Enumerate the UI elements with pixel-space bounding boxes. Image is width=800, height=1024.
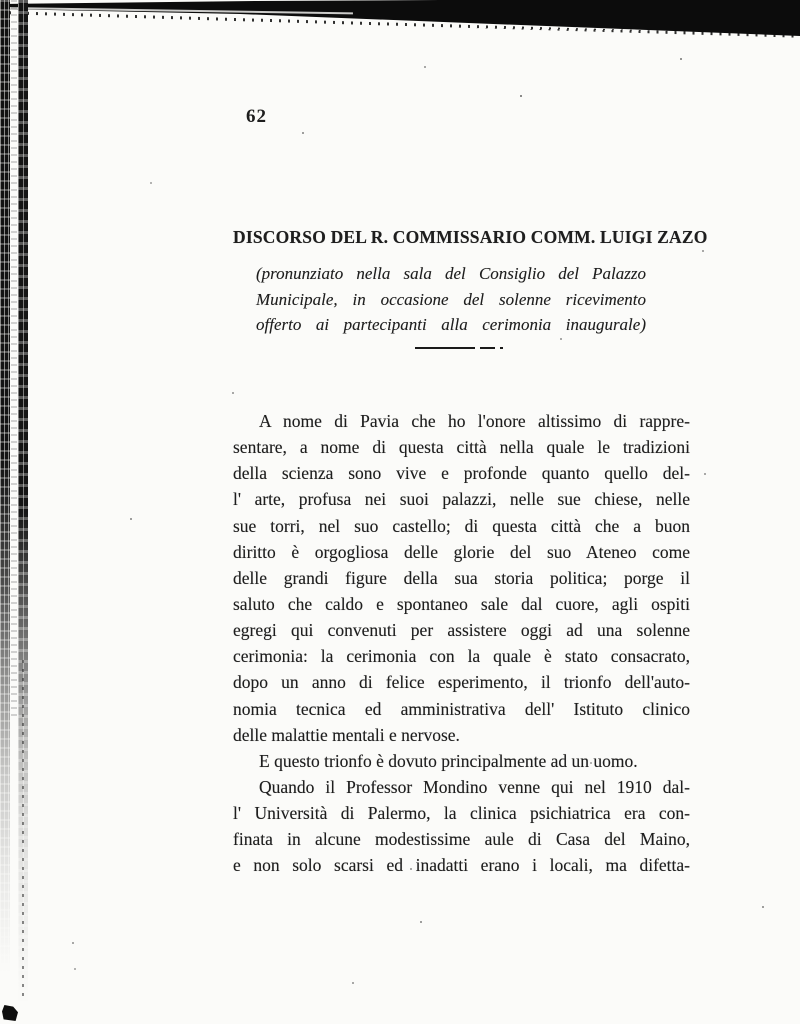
page-number: 62 (246, 106, 267, 127)
body-line: Quando il Professor Mondino venne qui nel 1910 dal- (259, 776, 690, 797)
scan-left-edge-dotted-tail (22, 660, 24, 1000)
body-line: E questo trionfo è dovuto principalmente ad un uomo. (259, 750, 638, 771)
document-subtitle (256, 261, 646, 338)
subtitle-line: Municipale, in occasione del solenne ricevimento (256, 289, 646, 309)
body-line: A nome di Pavia che ho l'onore altissimo di rappre- (259, 411, 690, 431)
rule-segment (500, 347, 503, 349)
scan-left-edge-stripe (0, 0, 10, 1024)
body-line: cerimonia: la cerimonia con la quale è stato consacrato, (233, 646, 690, 667)
body-line: delle malattie mentali e nervose. (233, 724, 460, 745)
body-line: nomia tecnica ed amministrativa dell' Istituto clinico (233, 698, 690, 719)
body-text (233, 408, 690, 879)
subtitle-line: offerto ai partecipanti alla cerimonia inaugurale) (256, 315, 646, 334)
rule-segment (415, 347, 475, 349)
body-line: finata in alcune modestissime aule di Casa del Maino, (233, 829, 690, 850)
body-line: delle grandi figure della sua storia politica; porge il (233, 567, 690, 588)
body-line: l' arte, profusa nei suoi palazzi, nelle sue chiese, nelle (233, 489, 690, 510)
subtitle-line: (pronunziato nella sala del Consiglio del Palazzo (256, 264, 646, 283)
body-line: sue torri, nel suo castello; di questa città che a buon (233, 515, 690, 536)
scan-bottom-left-blob (2, 1005, 18, 1021)
body-line: egregi qui convenuti per assistere oggi ad una solenne (233, 620, 690, 641)
title-separator-rule (415, 347, 505, 349)
body-line: della scienza sono vive e profonde quanto quello del- (233, 463, 690, 484)
body-line: sentare, a nome di questa città nella quale le tradizioni (233, 437, 690, 458)
rule-segment (480, 347, 495, 349)
scan-dust-speckles (0, 0, 2, 2)
body-line: dopo un anno di felice esperimento, il trionfo dell'auto- (233, 672, 690, 693)
body-line: diritto è orgogliosa delle glorie del suo Ateneo come (233, 541, 690, 562)
body-line: l' Università di Palermo, la clinica psichiatrica era con- (233, 803, 690, 824)
body-line: e non solo scarsi ed inadatti erano i locali, ma difetta- (233, 855, 690, 876)
document-title: DISCORSO DEL R. COMMISSARIO COMM. LUIGI ZAZO (233, 227, 708, 247)
body-line: saluto che caldo e spontaneo sale dal cuore, agli ospiti (233, 593, 690, 614)
scan-left-edge-speckle (11, 0, 17, 720)
